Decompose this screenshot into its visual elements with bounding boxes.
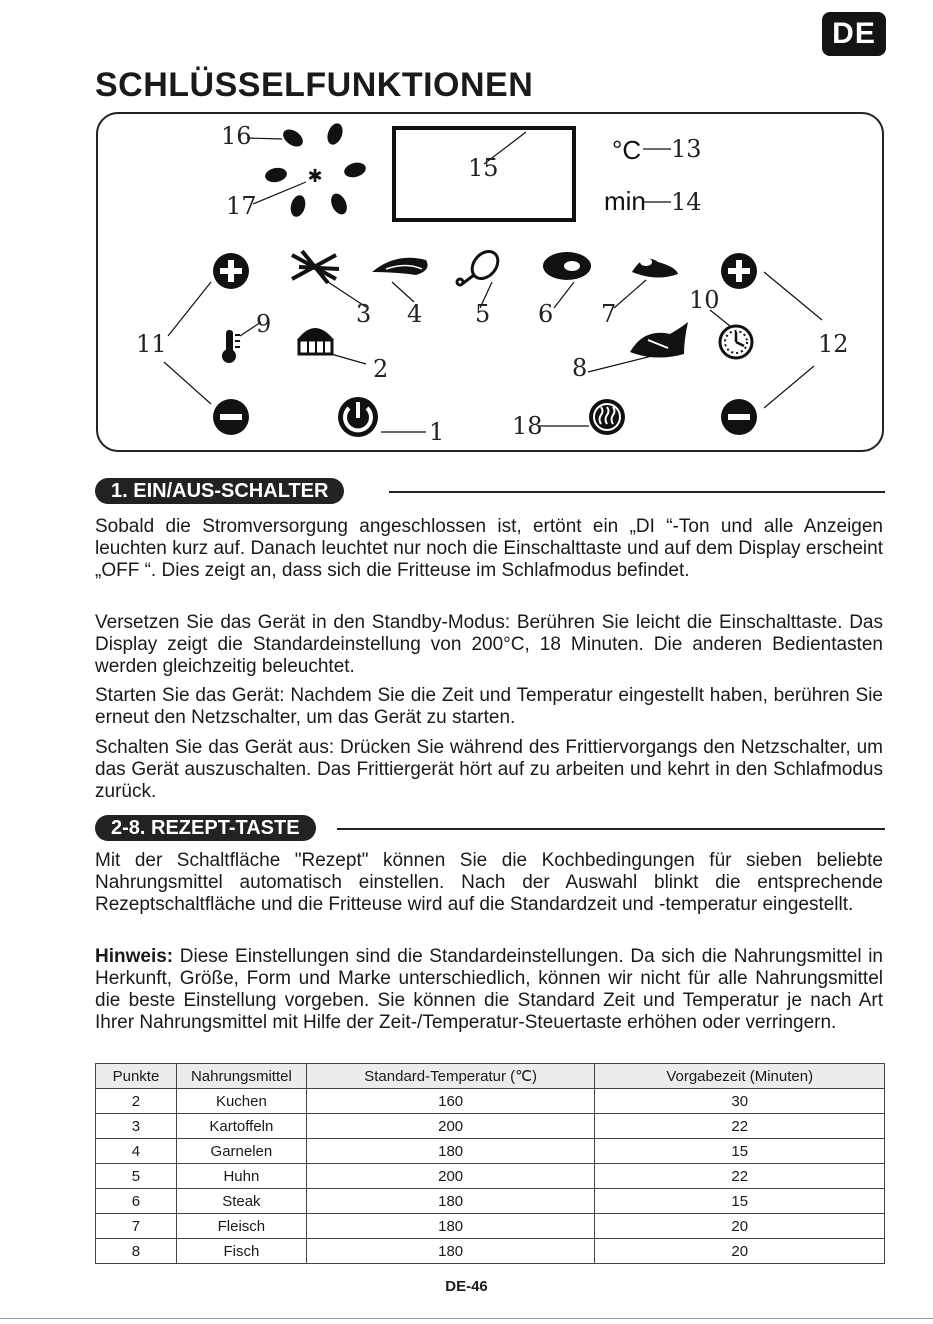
cell-points: 8 (96, 1239, 177, 1264)
power-paragraph-4: Schalten Sie das Gerät aus: Drücken Sie während des Frittiervorgangs den Netzschalter, um das Gerät auszuschalten. Das Frittiergerät hört auf zu arbeiten und kehrt in den Schlafmodus zurück. (95, 737, 883, 802)
callout-11: 11 (136, 330, 167, 358)
callout-10: 10 (689, 286, 720, 314)
recipe-paragraph: Mit der Schaltfläche "Rezept" können Sie die Kochbedingungen für sieben beliebte Nahrungsmittel automatisch einstellen. Nach der Auswahl blinkt die entsprechende Rezeptschaltfläche und die Fritteuse wird auf die Standardzeit und -temperatur eingestellt. (95, 850, 883, 915)
section-rule (337, 828, 885, 830)
callout-18: 18 (512, 412, 543, 440)
callout-4: 4 (407, 300, 423, 328)
callout-13: 13 (671, 135, 702, 163)
cell-food: Huhn (176, 1164, 306, 1189)
callout-16: 16 (221, 122, 252, 150)
cell-points: 6 (96, 1189, 177, 1214)
note-text: Diese Einstellungen sind die Standardeinstellungen. Da sich die Nahrungsmittel in Herkunft, Größe, Form und Marke unterschiedlich, können wir nicht für alle Nahrungsmittel die beste Einstellung vorgeben. Sie können die Standard Zeit und Temperatur je nach Art Ihrer Nahrungsmittel mit Hilfe der Zeit-/Temperatur-Steuertaste erhöhen oder verringern. (95, 946, 883, 1033)
cell-points: 2 (96, 1089, 177, 1114)
cell-temperature: 180 (306, 1214, 595, 1239)
cell-temperature: 160 (306, 1089, 595, 1114)
cell-time: 20 (595, 1239, 885, 1264)
section-heading-label: 1. EIN/AUS-SCHALTER (95, 478, 344, 504)
time-plus-button[interactable] (721, 253, 757, 289)
callout-1: 1 (429, 418, 445, 446)
note-label: Hinweis: (95, 946, 174, 967)
cell-time: 20 (595, 1214, 885, 1239)
cell-points: 4 (96, 1139, 177, 1164)
section-heading-power (95, 478, 885, 504)
celsius-unit: °C (612, 135, 642, 165)
cell-temperature: 180 (306, 1189, 595, 1214)
callout-5: 5 (475, 300, 491, 328)
thermometer-icon (222, 330, 240, 363)
cell-food: Kartoffeln (176, 1114, 306, 1139)
table-row (96, 1239, 885, 1264)
callout-2: 2 (373, 355, 389, 383)
power-paragraph-2: Versetzen Sie das Gerät in den Standby-Modus: Berühren Sie leicht die Einschalttaste. Das Display zeigt die Standardeinstellung von 200°C, 18 Minuten. Die anderen Bedientasten werden gleichzeitig beleuchtet. (95, 612, 883, 677)
header-time: Vorgabezeit (Minuten) (595, 1064, 885, 1089)
header-food: Nahrungsmittel (176, 1064, 306, 1089)
keep-warm-button[interactable] (589, 399, 625, 435)
callout-12: 12 (818, 330, 849, 358)
table-row (96, 1214, 885, 1239)
table-row (96, 1139, 885, 1164)
page-number: DE-46 (445, 1278, 488, 1295)
power-paragraph-1: Sobald die Stromversorgung angeschlossen ist, ertönt ein „DI “-Ton und alle Anzeigen leuchten kurz auf. Danach leuchtet nur noch die Einschalttaste und auf dem Display erscheint „OFF “. Dies zeigt an, dass sich die Fritteuse im Schlafmodus befindet. (95, 516, 883, 581)
cell-time: 22 (595, 1164, 885, 1189)
cell-temperature: 180 (306, 1239, 595, 1264)
cell-points: 3 (96, 1114, 177, 1139)
power-button[interactable] (338, 397, 378, 437)
meat-icon[interactable] (632, 258, 678, 278)
callout-7: 7 (601, 300, 617, 328)
clock-icon (720, 326, 752, 358)
control-panel-diagram (96, 112, 884, 452)
power-paragraph-3: Starten Sie das Gerät: Nachdem Sie die Zeit und Temperatur eingestellt haben, berühren Sie erneut den Netzschalter, um das Gerät zu starten. (95, 685, 883, 728)
language-badge: DE (822, 12, 886, 56)
header-temperature: Standard-Temperatur (℃) (306, 1064, 595, 1089)
callout-3: 3 (356, 300, 372, 328)
cell-food: Kuchen (176, 1089, 306, 1114)
cell-temperature: 200 (306, 1164, 595, 1189)
cell-time: 30 (595, 1089, 885, 1114)
shrimp-icon[interactable] (372, 258, 428, 275)
svg-text:✱: ✱ (307, 166, 323, 187)
section-heading-label: 2-8. REZEPT-TASTE (95, 815, 316, 841)
page-bottom-rule (0, 1318, 933, 1319)
cell-time: 22 (595, 1114, 885, 1139)
steak-icon[interactable] (543, 252, 591, 280)
cell-food: Fisch (176, 1239, 306, 1264)
cell-food: Fleisch (176, 1214, 306, 1239)
header-points: Punkte (96, 1064, 177, 1089)
table-row (96, 1164, 885, 1189)
callout-9: 9 (256, 310, 272, 338)
temp-plus-button[interactable] (213, 253, 249, 289)
callout-6: 6 (538, 300, 554, 328)
callout-17: 17 (226, 192, 257, 220)
table-row (96, 1089, 885, 1114)
table-row (96, 1114, 885, 1139)
cell-time: 15 (595, 1189, 885, 1214)
minute-unit: min (604, 186, 646, 216)
control-panel-svg (96, 112, 884, 452)
temp-minus-button[interactable] (213, 399, 249, 435)
time-minus-button[interactable] (721, 399, 757, 435)
table-row (96, 1189, 885, 1214)
page-title: SCHLÜSSELFUNKTIONEN (95, 66, 534, 104)
fan-icon (264, 121, 367, 218)
section-heading-recipe (95, 815, 885, 841)
fish-icon[interactable] (630, 322, 688, 358)
callout-14: 14 (671, 188, 702, 216)
cell-food: Steak (176, 1189, 306, 1214)
cell-temperature: 180 (306, 1139, 595, 1164)
chicken-leg-icon[interactable] (457, 246, 503, 285)
recipe-note (95, 946, 883, 1034)
cell-points: 7 (96, 1214, 177, 1239)
cell-food: Garnelen (176, 1139, 306, 1164)
cell-points: 5 (96, 1164, 177, 1189)
table-header-row (96, 1064, 885, 1089)
callout-8: 8 (572, 354, 588, 382)
recipe-table (95, 1063, 885, 1264)
cell-temperature: 200 (306, 1114, 595, 1139)
section-rule (389, 491, 885, 493)
cake-icon[interactable] (297, 328, 334, 354)
cell-time: 15 (595, 1139, 885, 1164)
fries-icon[interactable] (292, 251, 339, 283)
callout-15: 15 (468, 154, 499, 182)
